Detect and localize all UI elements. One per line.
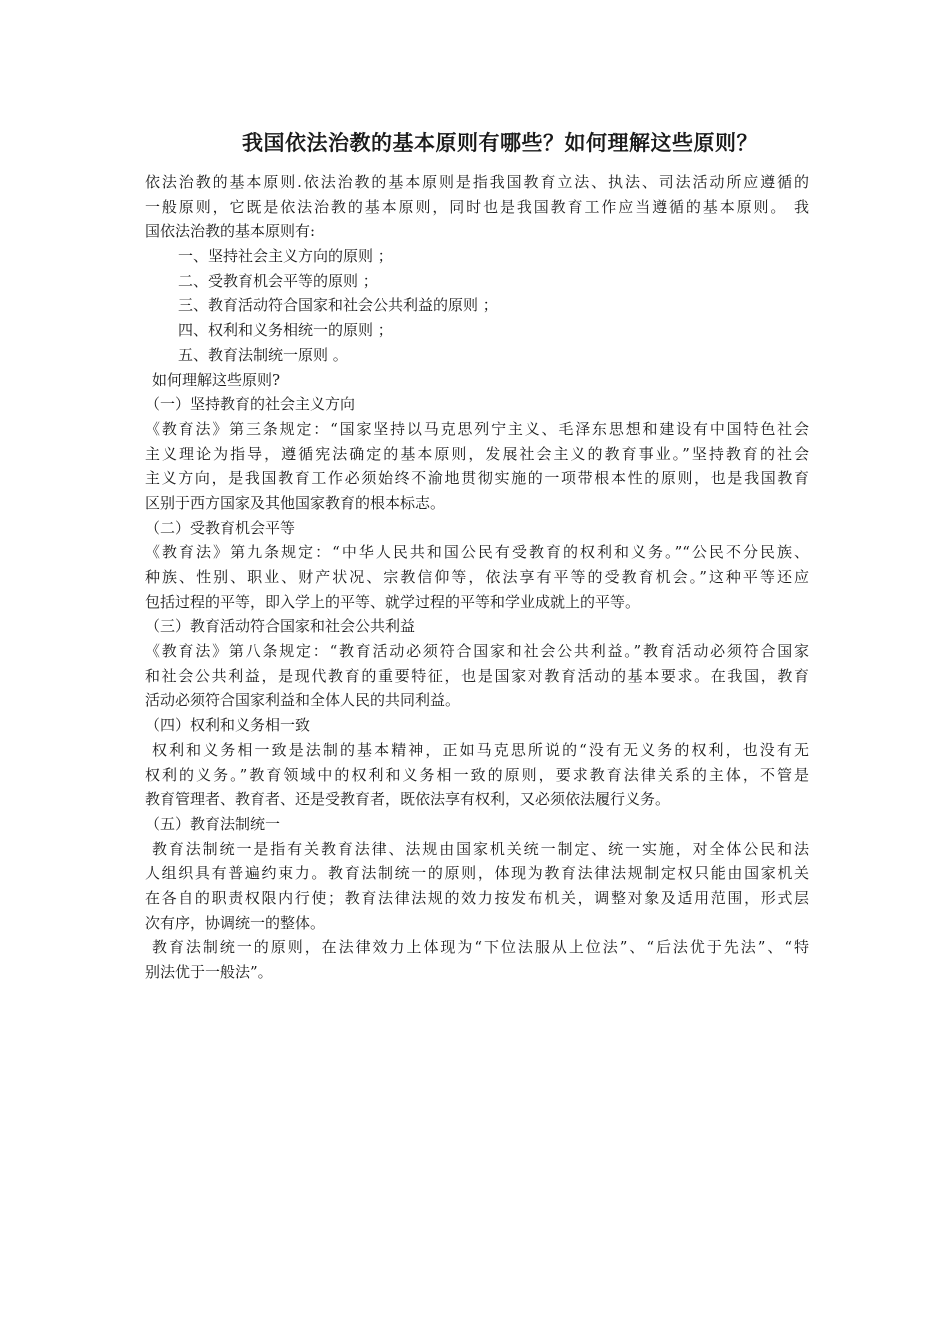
document-title: 我国依法治教的基本原则有哪些？如何理解这些原则？ — [242, 131, 758, 155]
paragraph-line: 和社会公共利益，是现代教育的重要特征，也是国家对教育活动的基本要求。在我国，教育 — [145, 666, 809, 685]
paragraph-line: 《教育法》第九条规定：“中华人民共和国公民有受教育的权利和义务。”“公民不分民族、 — [145, 543, 809, 562]
section-heading: （四）权利和义务相一致 — [145, 716, 311, 735]
principle-list-item: 五、教育法制统一原则 。 — [178, 345, 348, 364]
paragraph-line: 在各自的职责权限内行使；教育法律法规的效力按发布机关，调整对象及适用范围，形式层 — [145, 888, 809, 907]
section-heading: （一）坚持教育的社会主义方向 — [145, 395, 356, 414]
paragraph-line: 别法优于一般法”。 — [145, 963, 273, 981]
section-heading: （五）教育法制统一 — [145, 814, 281, 833]
principle-list-item: 四、权利和义务相统一的原则 ； — [178, 321, 393, 340]
paragraph-line: 国依法治教的基本原则有: — [145, 222, 316, 241]
document-body — [145, 170, 809, 985]
paragraph-line: 教育管理者、教育者、还是受教育者，既依法享有权利，又必须依法履行义务。 — [145, 790, 671, 809]
paragraph-line: 权利和义务相一致是法制的基本精神，正如马克思所说的“没有无义务的权利，也没有无 — [152, 740, 809, 759]
paragraph-line: 主义方向，是我国教育工作必须始终不渝地贯彻实施的一项带根本性的原则，也是我国教育 — [145, 469, 809, 488]
paragraph-line: 《教育法》第八条规定：“教育活动必须符合国家和社会公共利益。”教育活动必须符合国家 — [145, 642, 809, 661]
paragraph-line: 依法治教的基本原则.依法治教的基本原则是指我国教育立法、执法、司法活动所应遵循的 — [145, 173, 809, 191]
paragraph-line: 教育法制统一的原则，在法律效力上体现为“下位法服从上位法”、“后法优于先法”、“特 — [152, 938, 809, 957]
paragraph-line: 主义理论为指导，遵循宪法确定的基本原则，发展社会主义的教育事业。”坚持教育的社会 — [145, 444, 809, 463]
paragraph-line: 一般原则，它既是依法治教的基本原则，同时也是我国教育工作应当遵循的基本原则。 我 — [145, 197, 809, 216]
paragraph-line: 权利的义务。”教育领域中的权利和义务相一致的原则，要求教育法律关系的主体，不管是 — [145, 765, 809, 784]
section-heading: （三）教育活动符合国家和社会公共利益 — [145, 617, 416, 636]
paragraph-line: 活动必须符合国家利益和全体人民的共同利益。 — [145, 691, 461, 710]
paragraph-line: 次有序，协调统一的整体。 — [145, 913, 326, 932]
principle-list-item: 二、受教育机会平等的原则 ； — [178, 271, 378, 290]
paragraph-line: 区别于西方国家及其他国家教育的根本标志。 — [145, 493, 446, 512]
paragraph-line: 人组织具有普遍约束力。教育法制统一的原则，体现为教育法律法规制定权只能由国家机关 — [145, 864, 809, 883]
section-heading: （二）受教育机会平等 — [145, 518, 296, 537]
paragraph-line: 《教育法》第三条规定：“国家坚持以马克思列宁主义、毛泽东思想和建设有中国特色社会 — [145, 419, 809, 438]
paragraph-line: 教育法制统一是指有关教育法律、法规由国家机关统一制定、统一实施，对全体公民和法 — [152, 839, 809, 858]
principle-list-item: 三、教育活动符合国家和社会公共利益的原则 ； — [178, 296, 498, 315]
paragraph-line: 种族、性别、职业、财产状况、宗教信仰等，依法享有平等的受教育机会。”这种平等还应 — [145, 568, 809, 586]
paragraph-line: 包括过程的平等，即入学上的平等、就学过程的平等和学业成就上的平等。 — [145, 592, 641, 611]
principle-list-item: 一、坚持社会主义方向的原则 ； — [178, 247, 393, 266]
section-question: 如何理解这些原则? — [152, 370, 281, 389]
